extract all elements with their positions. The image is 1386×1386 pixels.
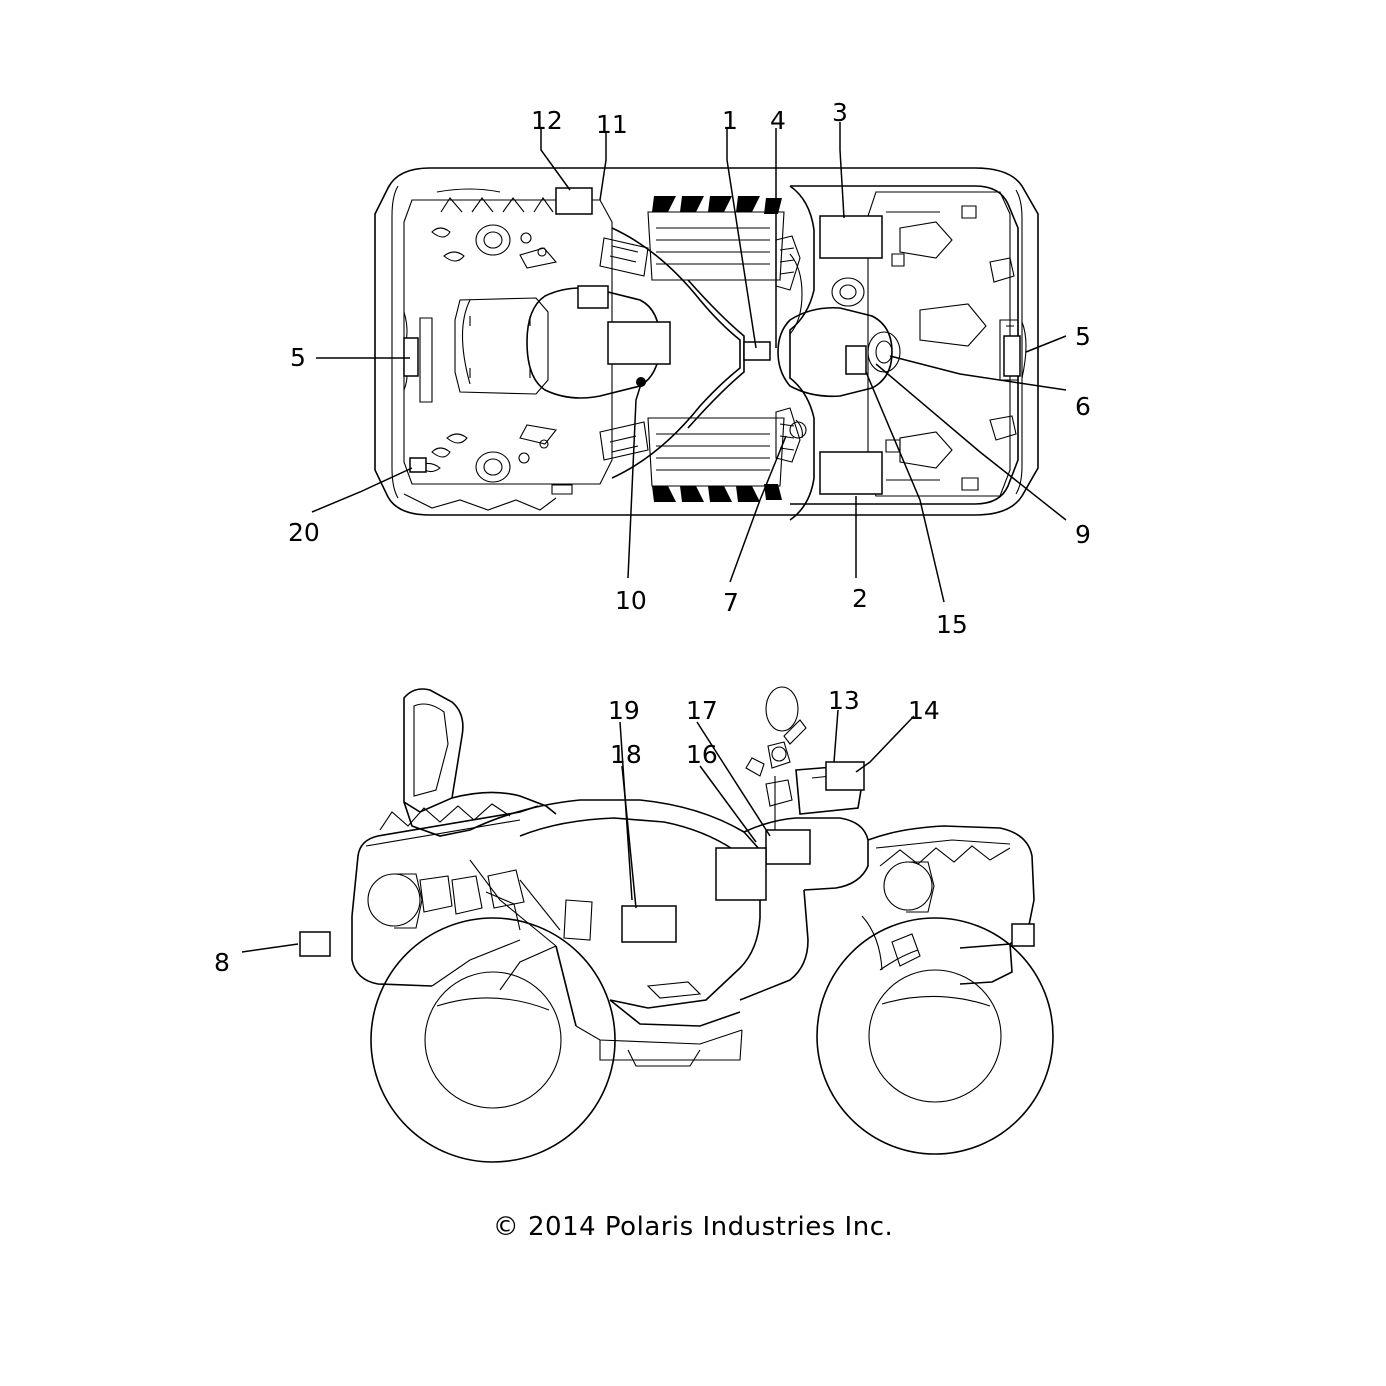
callout-9: 9 — [1075, 520, 1091, 549]
callout-3: 3 — [832, 98, 848, 127]
decal-17-16 — [766, 830, 810, 864]
callout-19: 19 — [608, 696, 640, 725]
callout-14: 14 — [908, 696, 940, 725]
side-view-atv — [300, 687, 1053, 1162]
callout-5-right: 5 — [1075, 322, 1091, 351]
callout-17: 17 — [686, 696, 718, 725]
decal-14 — [826, 762, 864, 790]
decal-18 — [622, 906, 676, 942]
decal-10 — [608, 322, 670, 364]
decal-side-small — [1012, 924, 1034, 946]
callout-2: 2 — [852, 584, 868, 613]
decal-8 — [300, 932, 330, 956]
decal-2 — [820, 452, 882, 494]
decal-11 — [578, 286, 608, 308]
decal-16-lower — [716, 848, 766, 900]
callout-12: 12 — [531, 106, 563, 135]
callout-8: 8 — [214, 948, 230, 977]
callout-11: 11 — [596, 110, 628, 139]
callout-5-left: 5 — [290, 343, 306, 372]
side-view-leaders — [242, 710, 914, 952]
callout-6: 6 — [1075, 392, 1091, 421]
decal-5-right — [1004, 336, 1020, 376]
top-view-leaders — [312, 122, 1066, 602]
decal-12 — [556, 188, 592, 214]
callout-4: 4 — [770, 106, 786, 135]
callout-15: 15 — [936, 610, 968, 639]
callout-7: 7 — [723, 588, 739, 617]
callout-18: 18 — [610, 740, 642, 769]
decal-15 — [846, 346, 866, 374]
callout-10: 10 — [615, 586, 647, 615]
callout-1: 1 — [722, 106, 738, 135]
callout-20: 20 — [288, 518, 320, 547]
copyright-notice: © 2014 Polaris Industries Inc. — [492, 1212, 894, 1242]
decal-5-left — [404, 338, 418, 376]
decal-3 — [820, 216, 882, 258]
top-view-atv — [375, 168, 1038, 520]
callout-16: 16 — [686, 740, 718, 769]
decal-1 — [744, 342, 770, 360]
callout-13: 13 — [828, 686, 860, 715]
decal-20 — [410, 458, 426, 472]
